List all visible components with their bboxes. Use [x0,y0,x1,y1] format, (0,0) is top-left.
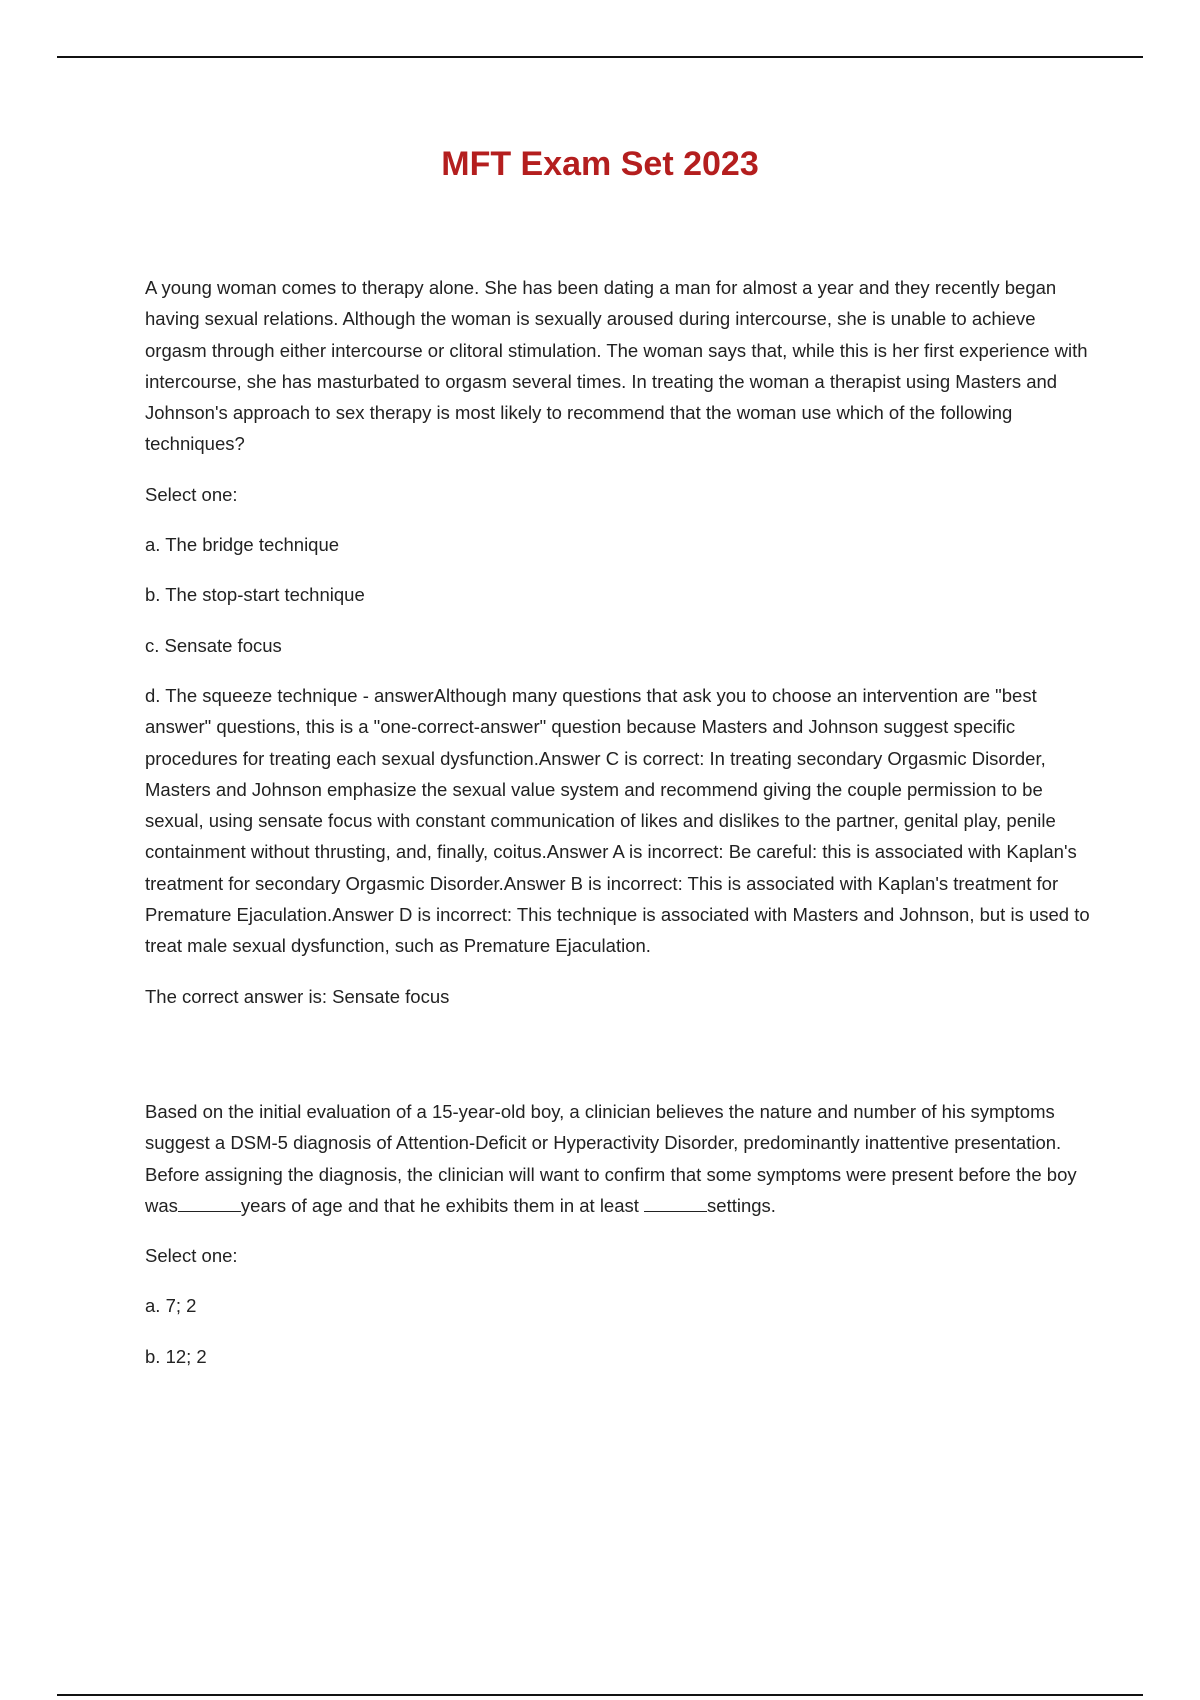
question-2 [145,1096,1090,1372]
fill-in-blank [644,1193,707,1212]
fill-in-blank [178,1193,241,1212]
question-stem [145,1096,1090,1221]
option-a: a. The bridge technique [145,534,340,556]
correct-answer: The correct answer is: Sensate focus [145,985,450,1007]
option-b: b. The stop-start technique [145,584,365,606]
stem-part-2: years of age and that he exhibits them in at least [240,1194,639,1216]
option-d-with-explanation: d. The squeeze technique - answerAlthough many questions that ask you to choose an intervention are "best answer" questions, this is a "one-correct-answer" question because Masters and Johnson suggest specific procedures for treating each sexual dysfunction.Answer C is correct: In treating secondary Orgasmic Disorder, Masters and Johnson emphasize the sexual value system and recommend giving the couple permission to be sexual, using sensate focus with constant communication of likes and dislikes to the partner, genital play, penile containment without thrusting, and, finally, coitus.Answer A is incorrect: Be careful: this is associated with Kaplan's treatment for secondary Orgasmic Disorder.Answer B is incorrect: This is associated with Kaplan's treatment for Premature Ejaculation.Answer D is incorrect: This technique is associated with Masters and Johnson, but is used to treat male sexual dysfunction, such as Premature Ejaculation. [145,684,1090,957]
document-body [145,272,1090,1456]
question-1 [145,272,1090,1012]
select-prompt: Select one: [145,483,238,505]
stem-part-1: Based on the initial evaluation of a 15-year-old boy, a clinician believes the nature and number of his symptoms suggest a DSM-5 diagnosis of Attention-Deficit or Hyperactivity Disorder, predominantly inattentive presentation. Before assigning the diagnosis, the clinician will want to confirm that some symptoms were present before the boy was [145,1100,1077,1216]
option-c: c. Sensate focus [145,634,282,656]
option-b: b. 12; 2 [145,1345,207,1367]
header-rule [57,56,1143,58]
footer-rule [57,1694,1143,1696]
document-title: MFT Exam Set 2023 [441,145,759,183]
stem-part-3: settings. [707,1194,776,1216]
select-prompt: Select one: [145,1245,238,1267]
option-a: a. 7; 2 [145,1295,197,1317]
question-stem: A young woman comes to therapy alone. She has been dating a man for almost a year and they recently began having sexual relations. Although the woman is sexually aroused during intercourse, she is unable to achieve orgasm through either intercourse or clitoral stimulation. The woman says that, while this is her first experience with intercourse, she has masturbated to orgasm several times. In treating the woman a therapist using Masters and Johnson's approach to sex therapy is most likely to recommend that the woman use which of the following techniques? [145,277,1088,455]
